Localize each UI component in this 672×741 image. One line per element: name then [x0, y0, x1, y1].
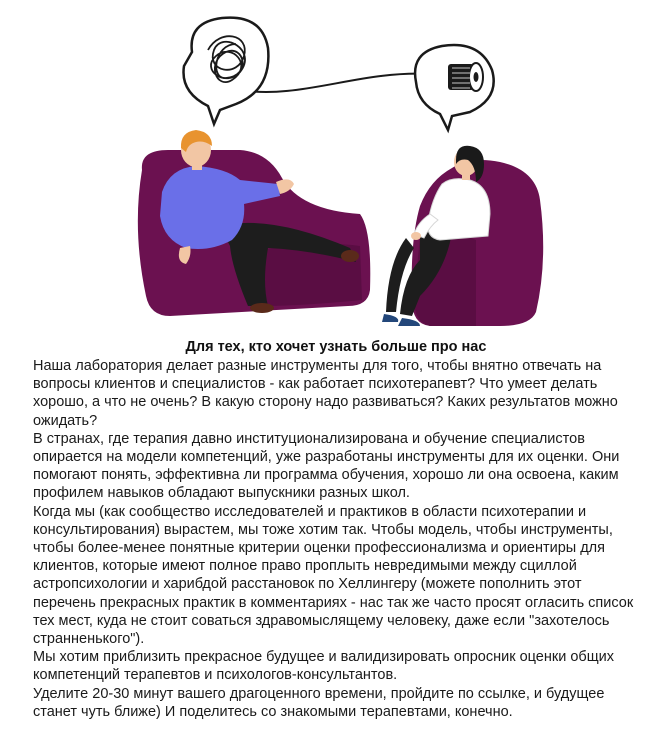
article-heading: Для тех, кто хочет узнать больше про нас [185, 339, 487, 355]
paragraph-community: Когда мы (как сообщество исследователей и практиков в области психотерапии и консультирования) вырастем, мы тоже хотим так. Чтобы модель, чтобы инструменты, чтобы более-менее понятные критерии оценки профессионализма и ориентиры для клиентов, которые имеют полное право проплыть невредимыми между сциллой астропсихологии и харибдой расстановок по Хеллингеру (можете пополнить этот перечень прекрасных практик в комментариях - нас так же часто просят огласить список тех мест, куда не стоит соваться здравомыслящему человеку, даже если "захотелось странненького"). [33, 503, 634, 648]
paragraph-goal: Мы хотим приблизить прекрасное будущее и валидизировать опросник оценки общих компетенций терапевтов и психологов-консультантов. [33, 649, 614, 684]
therapy-session-illustration [0, 0, 672, 335]
paragraph-call-to-action: Уделите 20-30 минут вашего драгоценного времени, пройдите по ссылке, и будущее станет чуть ближе) И поделитесь со знакомыми терапевтами, конечно. [33, 685, 605, 720]
paragraph-countries: В странах, где терапия давно институционализирована и обучение специалистов опирается на модели компетенций, уже разработаны инструменты для их оценки. Они помогают понять, эффективна ли программа обучения, хорошо ли она освоена, каким профилем навыков обладают выпускники разных школ. [33, 430, 620, 502]
spool-thought-bubble [415, 45, 494, 130]
article-body [0, 357, 672, 721]
paragraph-laboratory: Наша лаборатория делает разные инструменты для того, чтобы внятно отвечать на вопросы клиентов и специалистов - как работает психотерапевт? Что умеет делать хорошо, а что не очень? В какую сторону надо развиваться? Каких результатов можно ожидать? [33, 358, 618, 429]
connection-line [240, 74, 430, 92]
article [0, 335, 672, 721]
tangled-thought-bubble [184, 18, 269, 124]
thread-spool-icon [448, 63, 483, 91]
